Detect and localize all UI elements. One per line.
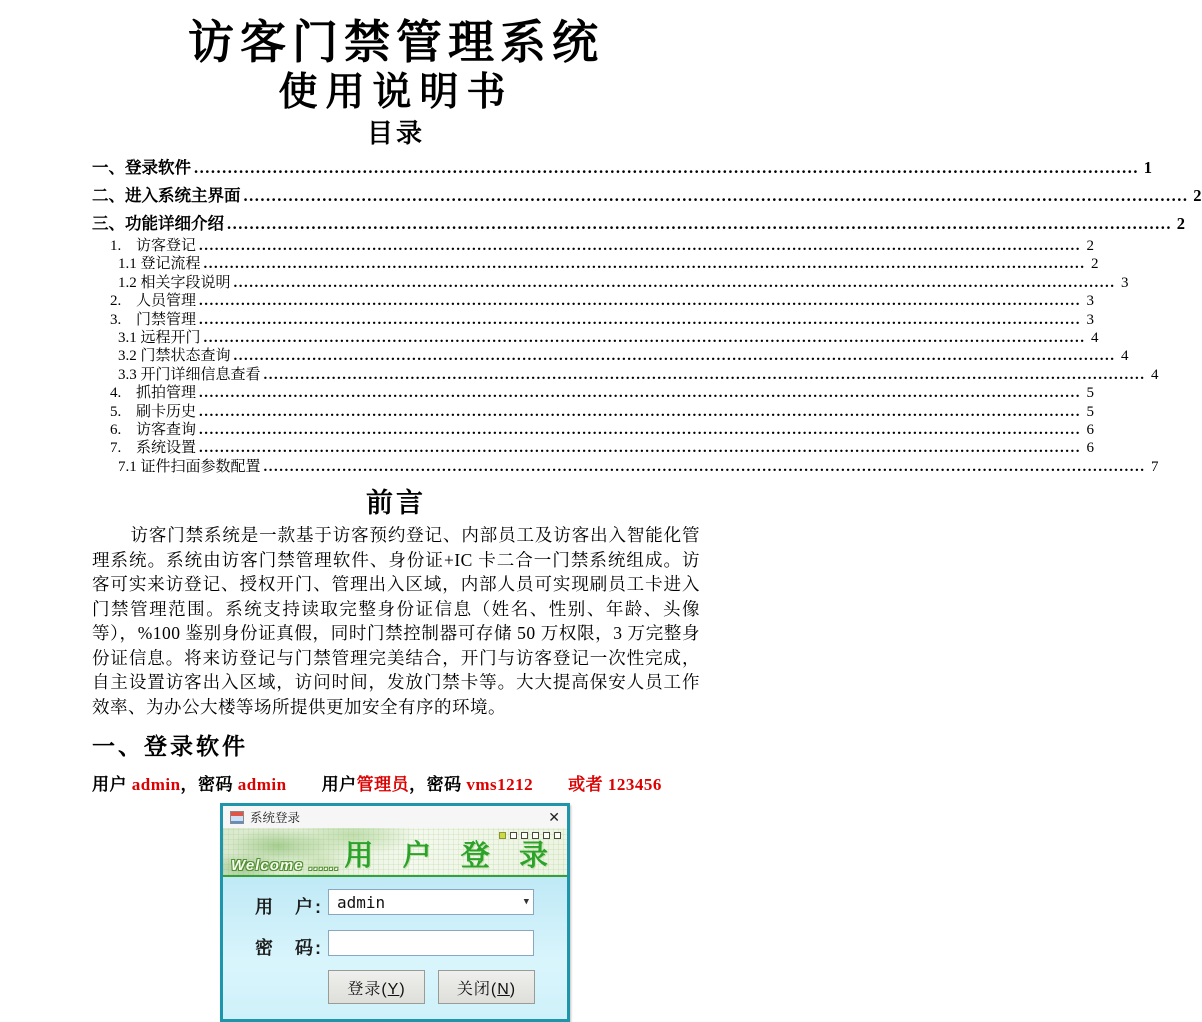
banner-squares-decoration xyxy=(499,832,561,839)
close-button-label: 关闭( xyxy=(456,980,498,998)
close-button[interactable] xyxy=(438,970,535,1004)
password-input[interactable] xyxy=(328,930,534,956)
toc-page-number: 2 xyxy=(1086,238,1095,254)
toc-item xyxy=(92,384,1095,402)
toc-item-label: 抓拍管理 xyxy=(136,385,197,402)
banner-square xyxy=(532,832,539,839)
toc-item xyxy=(92,255,1099,273)
toc-item xyxy=(92,274,1129,292)
toc-item-number: 6. xyxy=(110,422,122,439)
login-button-label-end: ) xyxy=(399,980,406,998)
toc-page-number: 1 xyxy=(1143,158,1152,177)
user-label: 用 户: xyxy=(255,897,323,918)
toc-dot-leader xyxy=(264,366,1146,384)
section-heading-login: 一、登录软件 xyxy=(92,734,248,760)
preface-heading: 前言 xyxy=(366,488,426,519)
banner-title: 用 户 登 录 xyxy=(344,840,559,873)
banner-square xyxy=(499,832,506,839)
toc-dot-leader xyxy=(199,403,1081,421)
toc-dot-leader xyxy=(199,311,1081,329)
toc-item-label: 7.1 证件扫面参数配置 xyxy=(118,458,261,475)
toc-dot-leader xyxy=(194,158,1139,177)
login-dialog xyxy=(220,803,570,1022)
toc-dot-leader xyxy=(199,421,1081,439)
toc-item-label: 1.2 相关字段说明 xyxy=(118,274,231,291)
toc-item-label: 门禁管理 xyxy=(136,311,197,328)
toc-page-number: 7 xyxy=(1151,458,1159,475)
toc-item-label: 刷卡历史 xyxy=(136,403,197,420)
toc-item xyxy=(92,329,1099,347)
banner-square xyxy=(554,832,561,839)
login-button[interactable] xyxy=(328,970,425,1004)
toc-dot-leader xyxy=(244,186,1189,205)
welcome-text: Welcome ...... xyxy=(231,857,340,875)
credential-text-segment: ，密码 xyxy=(180,775,238,795)
toc-page-number: 5 xyxy=(1086,403,1095,420)
credential-text-segment: 用户 xyxy=(286,775,357,795)
user-combobox[interactable] xyxy=(328,889,534,915)
toc-item xyxy=(92,237,1095,255)
toc-item xyxy=(92,347,1129,365)
toc-page-number: 2 xyxy=(1091,256,1099,273)
toc-item xyxy=(92,458,1159,476)
user-combobox-value: admin xyxy=(337,892,386,912)
toc-page-number: 4 xyxy=(1151,366,1159,383)
login-button-hotkey: Y xyxy=(387,980,400,998)
toc-page-number: 3 xyxy=(1086,311,1095,328)
toc-item-number: 4. xyxy=(110,385,122,402)
toc-dot-leader xyxy=(227,214,1172,233)
window-icon xyxy=(230,811,244,824)
banner-square xyxy=(521,832,528,839)
dialog-banner xyxy=(223,828,567,877)
table-of-contents xyxy=(92,158,1202,476)
toc-dot-leader xyxy=(199,439,1081,457)
toc-item xyxy=(92,366,1159,384)
toc-item-label: 1.1 登记流程 xyxy=(118,256,201,273)
toc-page-number: 2 xyxy=(1193,186,1202,205)
credential-text-segment: admin xyxy=(237,775,287,795)
toc-page-number: 4 xyxy=(1091,330,1099,347)
toc-item-number: 2. xyxy=(110,293,122,310)
chevron-down-icon[interactable]: ▼ xyxy=(523,896,529,907)
toc-dot-leader xyxy=(264,458,1146,476)
toc-item xyxy=(92,158,1152,177)
toc-item-label: 3.1 远程开门 xyxy=(118,330,201,347)
toc-item-number: 3. xyxy=(110,311,122,328)
toc-item xyxy=(92,186,1202,205)
toc-dot-leader xyxy=(199,292,1081,310)
credential-text-segment: 或者 123456 xyxy=(533,775,662,795)
credentials-line xyxy=(92,770,700,795)
toc-item xyxy=(92,421,1095,439)
toc-page-number: 4 xyxy=(1121,348,1129,365)
close-button-label-end: ) xyxy=(509,980,517,998)
password-label: 密 码: xyxy=(255,938,323,959)
toc-item-label: 3.2 门禁状态查询 xyxy=(118,348,231,365)
toc-item xyxy=(92,403,1095,421)
toc-item-label: 系统设置 xyxy=(136,440,197,457)
doc-subtitle: 使用说明书 xyxy=(278,71,514,114)
toc-item-label: 访客登记 xyxy=(136,238,197,254)
toc-item xyxy=(92,292,1095,310)
toc-item-label: 访客查询 xyxy=(136,422,197,439)
dialog-body xyxy=(223,877,567,1019)
credential-text-segment: ，密码 xyxy=(409,775,467,795)
toc-item xyxy=(92,214,1185,233)
toc-page-number: 6 xyxy=(1086,440,1095,457)
toc-item-number: 5. xyxy=(110,403,122,420)
toc-page-number: 3 xyxy=(1121,274,1129,291)
toc-page-number: 6 xyxy=(1086,422,1095,439)
toc-item xyxy=(92,439,1095,457)
banner-square xyxy=(543,832,550,839)
toc-item-label: 一、登录软件 xyxy=(92,158,191,177)
close-icon[interactable]: ✕ xyxy=(548,809,560,826)
toc-item-label: 人员管理 xyxy=(136,293,197,310)
toc-dot-leader xyxy=(204,255,1086,273)
toc-page-number: 2 xyxy=(1176,214,1185,233)
toc-dot-leader xyxy=(204,329,1086,347)
login-button-label: 登录( xyxy=(347,980,388,998)
credential-text-segment: vms1212 xyxy=(466,775,534,795)
toc-item-label: 三、功能详细介绍 xyxy=(92,214,224,233)
toc-page-number: 3 xyxy=(1086,293,1095,310)
toc-item-number: 7. xyxy=(110,440,122,457)
banner-square xyxy=(510,832,517,839)
toc-dot-leader xyxy=(234,347,1116,365)
toc-dot-leader xyxy=(199,237,1081,255)
dialog-title: 系统登录 xyxy=(250,811,301,826)
toc-item-number: 1. xyxy=(110,238,122,254)
toc-dot-leader xyxy=(234,274,1116,292)
dialog-titlebar xyxy=(223,806,567,828)
credential-text-segment: 管理员 xyxy=(356,775,410,795)
toc-item-label: 二、进入系统主界面 xyxy=(92,186,241,205)
close-button-hotkey: N xyxy=(497,980,510,998)
credential-text-segment: 用户 xyxy=(92,775,132,795)
toc-heading: 目录 xyxy=(366,119,425,148)
doc-title: 访客门禁管理系统 xyxy=(188,17,604,68)
toc-page-number: 5 xyxy=(1086,385,1095,402)
preface-paragraph: 访客门禁系统是一款基于访客预约登记、内部员工及访客出入智能化管理系统。系统由访客门禁管理软件、身份证+IC 卡二合一门禁系统组成。访客可实来访登记、授权开门、管理出入区域，内部人员可实现刷员工卡进入门禁管理范围。系统支持读取完整身份证信息（姓名、性别、年龄、头像等），%100 鉴别身份证真假，同时门禁控制器可存储 50 万权限，3 万完整身份证信息。将来访登记与门禁管理完美结合，开门与访客登记一次性完成，自主设置访客出入区域，访问时间，发放门禁卡等。大大提高保安人员工作效率、为办公大楼等场所提供更加安全有序的环境。 xyxy=(92,525,700,717)
credential-text-segment: admin xyxy=(131,775,181,795)
toc-dot-leader xyxy=(199,384,1081,402)
toc-item-label: 3.3 开门详细信息查看 xyxy=(118,366,261,383)
toc-item xyxy=(92,311,1095,329)
